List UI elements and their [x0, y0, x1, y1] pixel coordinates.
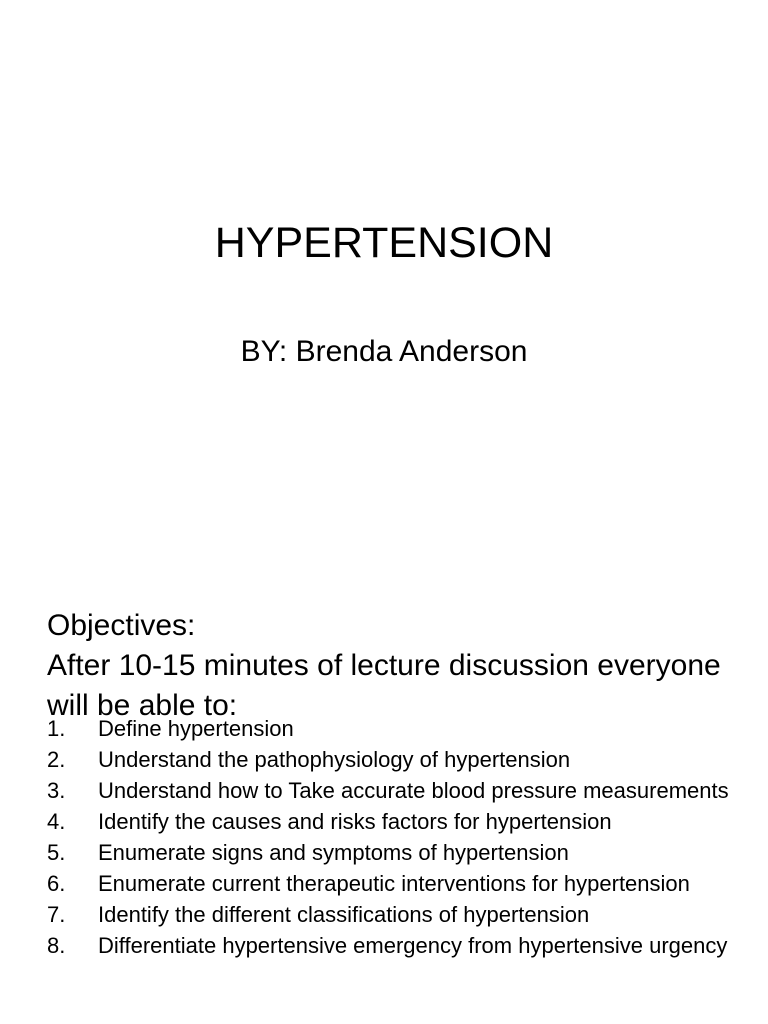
objectives-intro: After 10-15 minutes of lecture discussion everyone will be able to: [47, 649, 721, 722]
list-item-number: 3. [47, 778, 66, 803]
list-item-number: 6. [47, 871, 66, 896]
list-item-text: Define hypertension [98, 716, 294, 741]
list-item [47, 778, 747, 803]
list-item [47, 902, 747, 927]
objectives-heading: Objectives: [47, 609, 196, 642]
list-item-number: 7. [47, 902, 66, 927]
list-item-text: Identify the causes and risks factors for hypertension [98, 809, 612, 834]
list-item-number: 5. [47, 840, 66, 865]
list-item-number: 2. [47, 747, 66, 772]
list-item [47, 871, 747, 896]
list-item-text: Understand how to Take accurate blood pressure measurements [98, 778, 729, 803]
list-item [47, 840, 747, 865]
list-item [47, 716, 747, 741]
list-item [47, 933, 747, 958]
slide-author: BY: Brenda Anderson [240, 335, 528, 368]
objectives-slide [0, 580, 768, 1024]
list-item-text: Enumerate signs and symptoms of hypertension [98, 840, 569, 865]
list-item [47, 809, 747, 834]
list-item-text: Enumerate current therapeutic interventions for hypertension [98, 871, 690, 896]
list-item-text: Differentiate hypertensive emergency from hypertensive urgency [98, 933, 728, 958]
slide-title: HYPERTENSION [214, 219, 554, 267]
objectives-list [47, 716, 747, 964]
list-item-text: Understand the pathophysiology of hypertension [98, 747, 571, 772]
list-item-number: 1. [47, 716, 66, 741]
list-item-number: 8. [47, 933, 66, 958]
list-item-text: Identify the different classifications of hypertension [98, 902, 590, 927]
list-item-number: 4. [47, 809, 66, 834]
list-item [47, 747, 747, 772]
